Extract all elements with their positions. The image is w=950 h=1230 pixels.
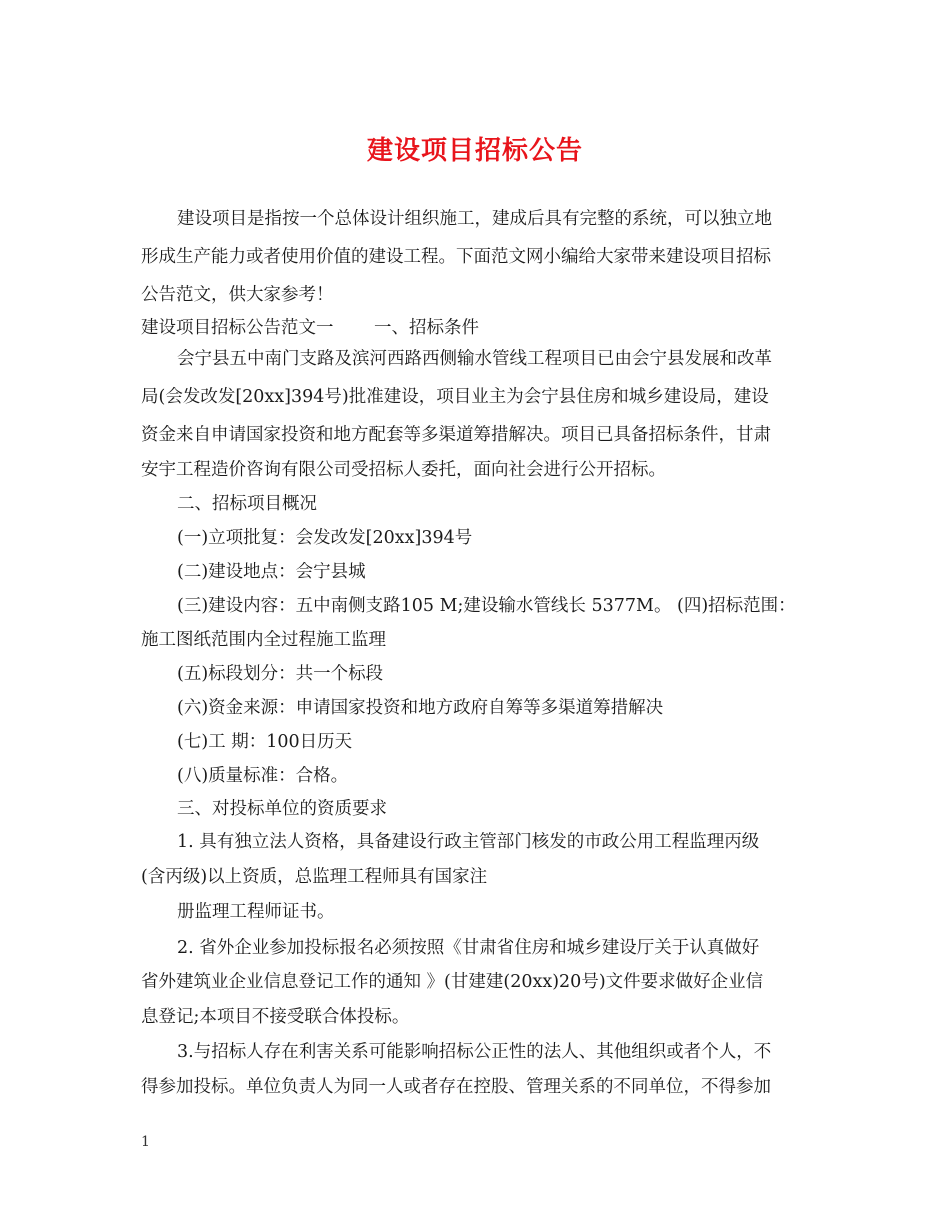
body-line: 册监理工程师证书。	[177, 902, 335, 922]
body-line: 公告范文，供大家参考！	[141, 285, 334, 305]
body-line: 息登记;本项目不接受联合体投标。	[141, 1007, 410, 1027]
page-number: 1	[141, 1134, 150, 1150]
list-item: (二)建设地点：会宁县城	[177, 562, 366, 582]
body-line: 局(会发改发[20xx]394号)批准建设，项目业主为会宁县住房和城乡建设局，建设	[141, 387, 769, 407]
list-item: (六)资金来源：申请国家投资和地方政府自筹等多渠道筹措解决	[177, 698, 664, 718]
body-line: 会宁县五中南门支路及滨河西路西侧输水管线工程项目已由会宁县发展和改革	[177, 349, 772, 369]
list-item: (三)建设内容：五中南侧支路105 M;建设输水管线长 5377M。 (四)招标范围：	[177, 596, 796, 616]
list-item: (一)立项批复：会发改发[20xx]394号	[177, 528, 473, 548]
body-line: 省外建筑业企业信息登记工作的通知 》(甘建建(20xx)20号)文件要求做好企业信	[141, 972, 764, 992]
list-item: (八)质量标准：合格。	[177, 766, 349, 786]
body-line: 2. 省外企业参加投标报名必须按照《甘肃省住房和城乡建设厅关于认真做好	[177, 938, 760, 958]
body-line: 形成生产能力或者使用价值的建设工程。下面范文网小编给大家带来建设项目招标	[141, 247, 771, 267]
body-line: 1. 具有独立法人资格，具备建设行政主管部门核发的市政公用工程监理丙级	[177, 832, 760, 852]
list-item: (五)标段划分：共一个标段	[177, 664, 384, 684]
body-line: 施工图纸范围内全过程施工监理	[141, 630, 386, 650]
document-title: 建设项目招标公告	[366, 136, 583, 166]
section-heading: 二、招标项目概况	[177, 494, 317, 514]
section-heading: 三、对投标单位的资质要求	[177, 799, 387, 819]
list-item: (七)工 期：100日历天	[177, 732, 353, 752]
body-line: 得参加投标。单位负责人为同一人或者存在控股、管理关系的不同单位，不得参加	[141, 1077, 771, 1097]
body-line: 安宇工程造价咨询有限公司受招标人委托，面向社会进行公开招标。	[141, 460, 666, 480]
section-heading: 建设项目招标公告范文一 一、招标条件	[141, 318, 480, 338]
body-line: 建设项目是指按一个总体设计组织施工，建成后具有完整的系统，可以独立地	[177, 209, 772, 229]
body-line: 资金来自申请国家投资和地方配套等多渠道筹措解决。项目已具备招标条件，甘肃	[141, 425, 771, 445]
body-line: 3.与招标人存在利害关系可能影响招标公正性的法人、其他组织或者个人，不	[177, 1042, 772, 1062]
body-line: (含丙级)以上资质，总监理工程师具有国家注	[141, 867, 488, 887]
